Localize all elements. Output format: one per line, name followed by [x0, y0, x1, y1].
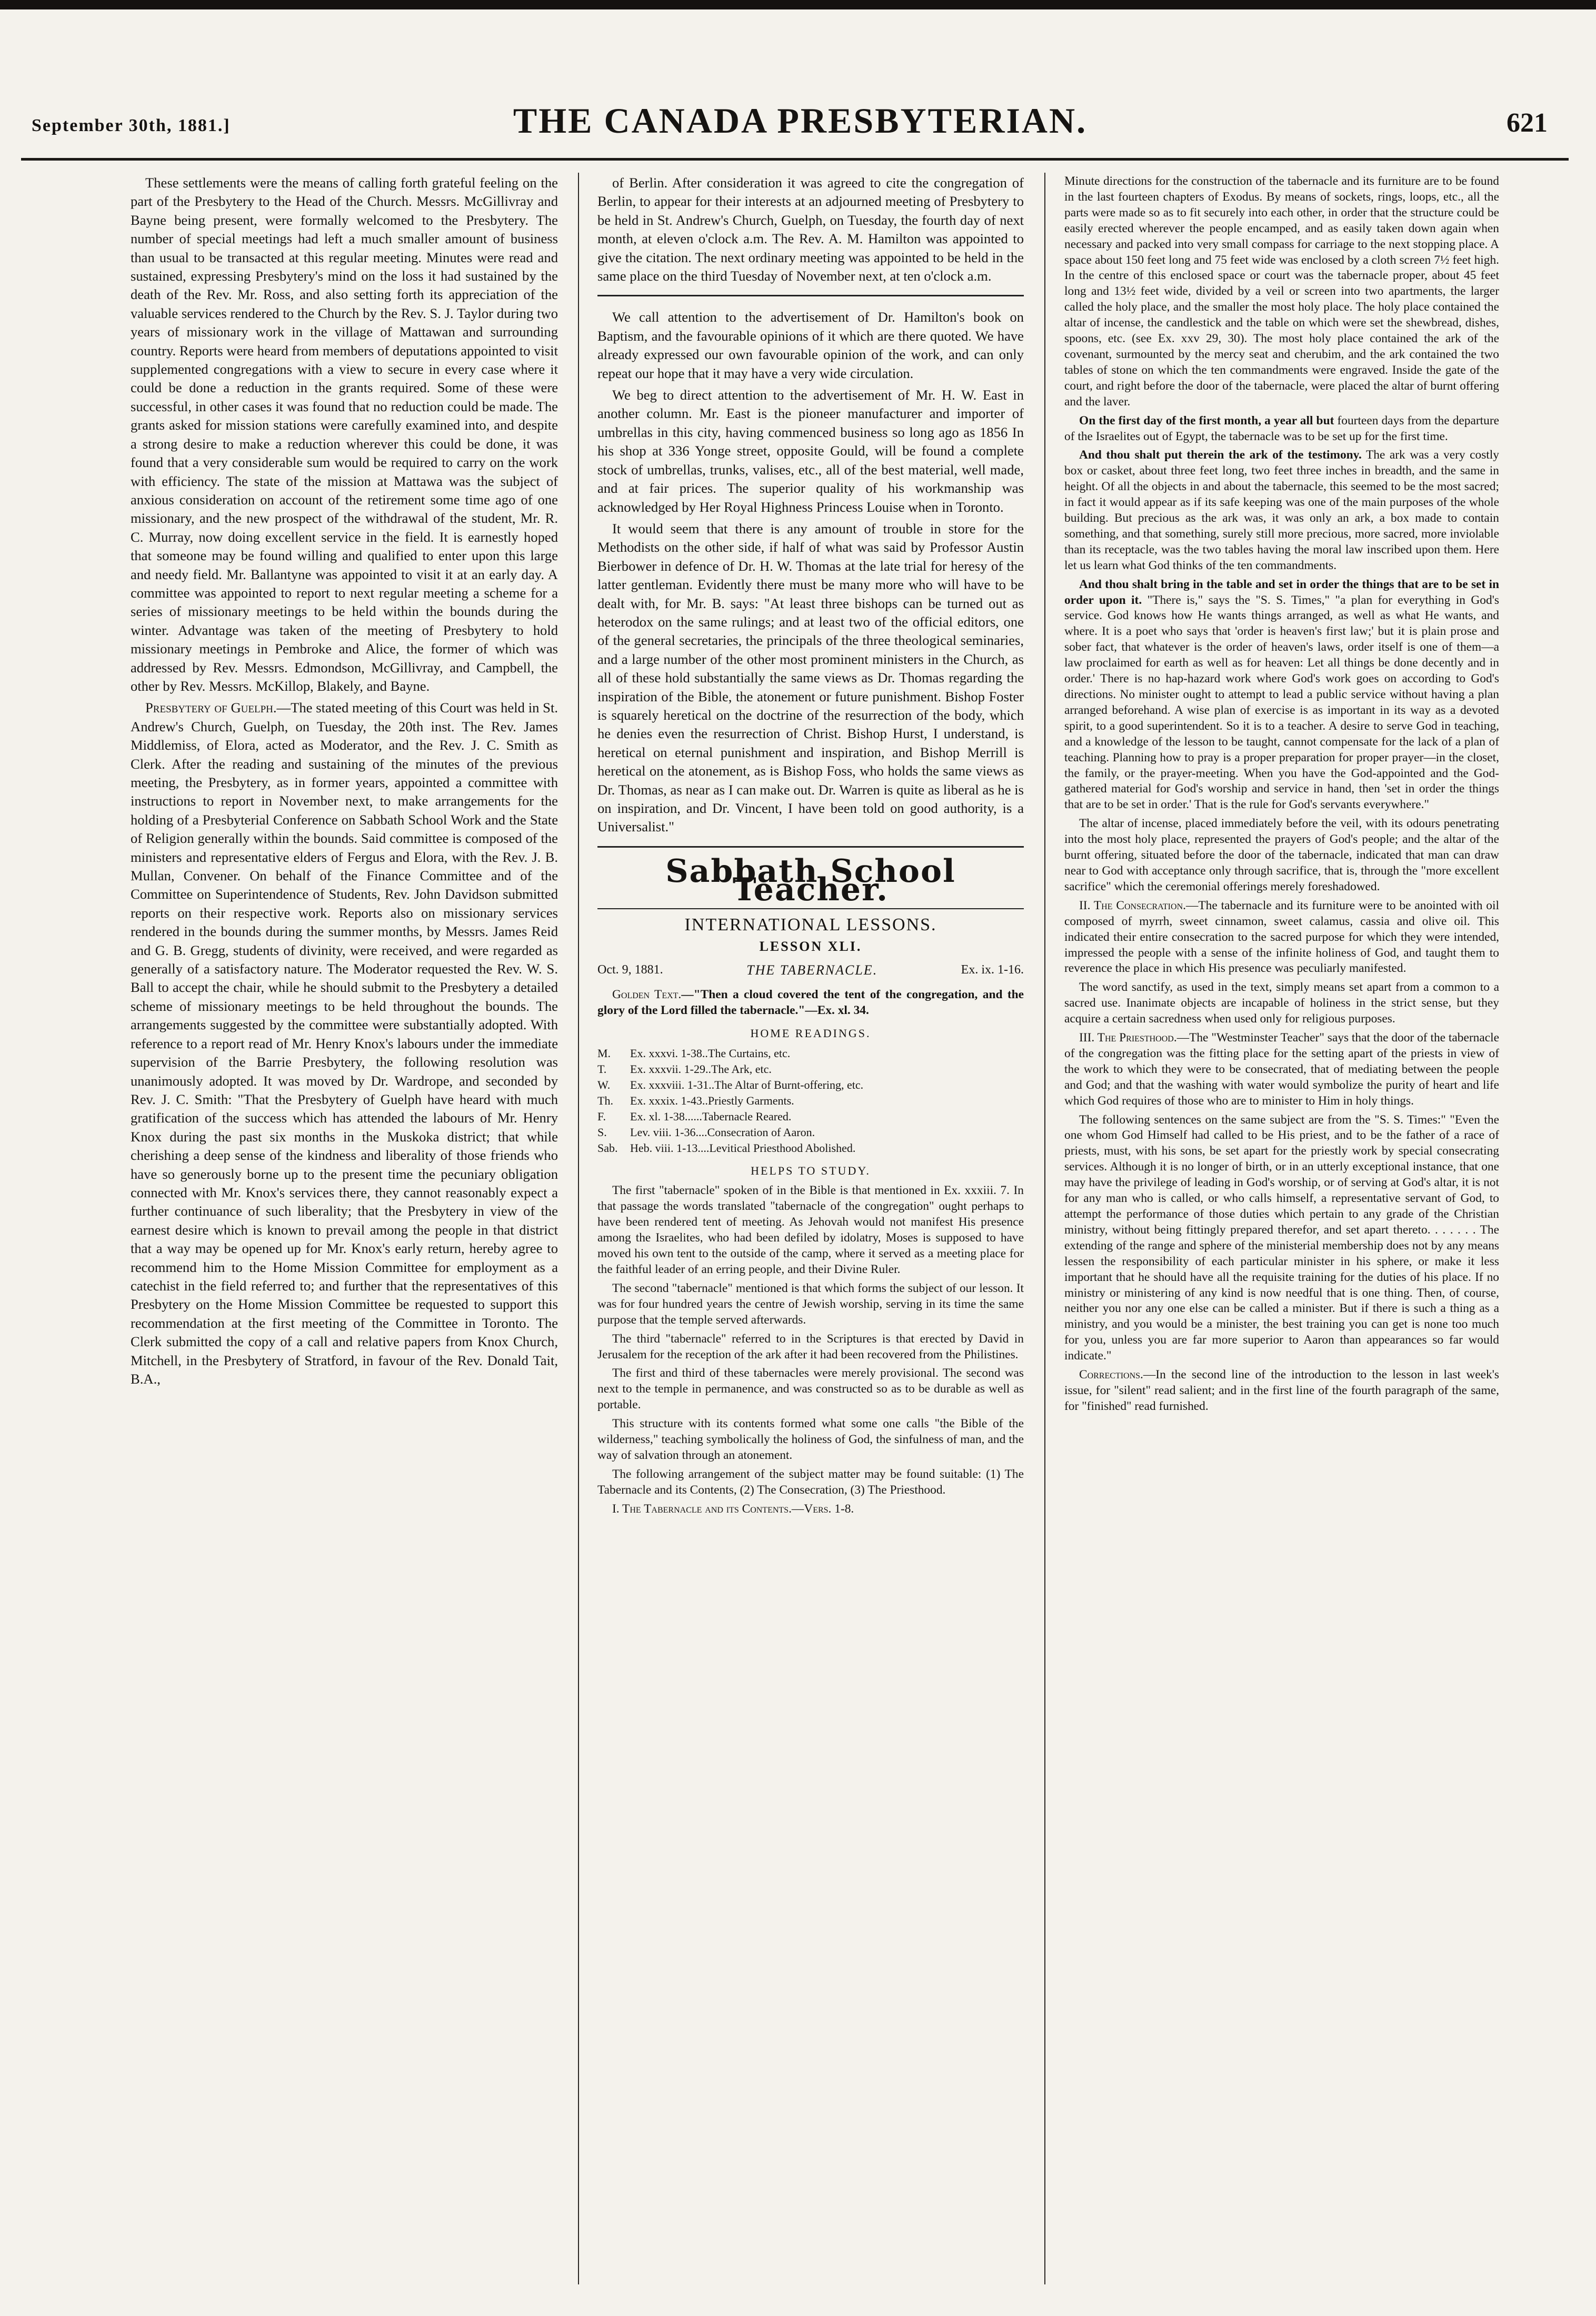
lesson-number: LESSON XLI. — [759, 939, 862, 955]
reading-day: T. — [597, 1062, 607, 1076]
section-rule — [597, 846, 1024, 848]
lesson-title: THE TABERNACLE. — [746, 962, 878, 978]
golden-text-body: —"Then a cloud covered the tent of the congregation, and the glory of the Lord filled the tabernacle."—Ex. xl. 34. — [597, 987, 1024, 1017]
section-lead: Corrections. — [1079, 1368, 1143, 1382]
verse-lead: And thou shalt put therein the ark of the testimony. — [1079, 448, 1362, 462]
reading-row — [597, 1125, 1024, 1140]
reading-row — [597, 1093, 1024, 1109]
column-divider-1 — [578, 173, 579, 2284]
paragraph-text: —The tabernacle and its furniture were to be anointed with oil composed of myrrh, sweet cinnamon, sweet calamus, cassia and olive oil. This indicated their entire consecration to the sacred purpose for which they were intended, impressed the people with a sense of the infinite holiness of God, and taught them to reverence the place in which His presence was peculiarly manifested. — [1064, 898, 1499, 976]
lesson-paragraph: The altar of incense, placed immediately before the veil, with its odours penetrating into the most holy place, represented the prayers of God's people; and the altar of the burnt offering, situated before the door of the tabernacle, indicated that man can draw near to God with acceptance only through sacrifice, that is, through the "more excellent sacrifice" which the ceremonial offerings merely foreshadowed. — [1064, 817, 1499, 893]
reading-text: Lev. viii. 1-36....Consecration of Aaron. — [630, 1126, 815, 1139]
golden-text-label: Golden Text. — [612, 987, 682, 1001]
top-border — [0, 0, 1596, 9]
paragraph-text: —The stated meeting of this Court was held in St. Andrew's Church, Guelph, on Tuesday, the 20th inst. The Rev. James Middlemiss, of Elora, acted as Moderator, and the Rev. J. C. Smith as Clerk. After the reading and sustaining of the minutes of the previous meeting, the Presbytery, as in former years, appointed a committee with instructions to report in November next, to make arrangements for the holding of a Presbyterial Conference on Sabbath School Work and the State of Religion generally within the bounds. Said committee is composed of the ministers and representative elders of Fergus and Elora, with the Rev. J. B. Mullan, Convener. On behalf of the Finance Committee and of the Committee on Superintendence of Students, Rev. John Davidson submitted reports on their respective work. Reports also on missionary services rendered in the bounds during the summer months, by Messrs. James Reid and G. B. Gregg, students of divinity, were received, and were regarded as generally of a satisfactory nature. The Moderator requested the Rev. W. S. Ball to accept the chair, while he should submit to the Presbytery a detailed scheme of missionary meetings to be held throughout the bounds. The arrangements suggested by the committee were substantially adopted. With reference to a report read of Mr. Henry Knox's labours under the immediate supervision of the Barrie Presbytery, the following resolution was unanimously adopted. It was moved by Dr. Wardrope, and seconded by Rev. J. C. Smith: "That the Presbytery of Guelph have heard with much gratification of the success which has attended the labours of Mr. Henry Knox during the past six months in the Muskoka district; that while cherishing a deep sense of the kindness and liberality of those friends who have so generously borne up to the present time the pecuniary obligation connected with Mr. Knox's services there, they cannot reasonably expect a further continuance of such liberality; that the Presbytery in view of the earnest desire which is known to prevail among the people in that district that a way may be opened up for Mr. Knox's early return, hereby agree to recommend him to the Home Mission Committee for employment as a catechist in the field referred to; and further that the representatives of this Presbytery on the Home Mission Committee be requested to support this recommendation at the first meeting of the Committee in Toronto. The Clerk submitted the copy of a call and relative papers from Knox Church, Mitchell, in the Presbytery of Stratford, in favour of the Rev. Donald Tait, B.A., — [131, 700, 558, 1387]
editorial-paragraph: We beg to direct attention to the advertisement of Mr. H. W. East in another column. Mr. East is the pioneer manufacturer and importer of umbrellas in this city, having commenced business so long ago as 1856 In his shop at 336 Yonge street, opposite Gould, will be found a complete stock of umbrellas, trunks, valises, etc., all of the best material, well made, and at fair prices. The superior quality of his workmanship was acknowledged by Her Royal Highness Princess Louise when in Toronto. — [597, 387, 1024, 515]
sabbath-school-banner: Sabbath School Teacher. — [665, 852, 956, 909]
column-divider-2 — [1044, 173, 1045, 2284]
masthead-rule — [21, 158, 1569, 161]
lesson-date: Oct. 9, 1881. — [597, 963, 663, 977]
reading-row — [597, 1140, 1024, 1156]
subsection-heading: I. The Tabernacle and its Contents.—Vers. 1-8. — [612, 1502, 854, 1516]
column-2 — [597, 174, 1024, 2284]
help-paragraph: The second "tabernacle" mentioned is that which forms the subject of our lesson. It was for four hundred years the centre of Jewish worship, serving in its time the same purpose that the temple served afterwards. — [597, 1281, 1024, 1327]
section-lead: III. The Priesthood. — [1079, 1031, 1177, 1045]
reading-row — [597, 1109, 1024, 1125]
reading-text: Ex. xxxvii. 1-29..The Ark, etc. — [630, 1062, 772, 1076]
lesson-paragraph: The following sentences on the same subject are from the "S. S. Times:" "Even the one whom God Himself had called to be His priest, and to be the father of a race of priests, must, with his sons, be set apart for the priestly work by special consecrating services. Although it is no longer of birth, or in an utterly exceptional instance, that one may have the privilege of leading in God's worship, or of serving at God's altar, it is not for any man who is called, or who calls himself, a representative servant of God, to attempt the performance of those duties which pertain to any grade of the Christian ministry, without being fittingly prepared therefor, and set apart thereto. . . . . . . The extending of the range and sphere of the ministerial membership does not by any means lessen the responsibility of each particular minister in his sphere, or make it less important that he should have all the requisite training for the duties of his place. If no ministry or ministering of any kind is now needful that is one thing. Then, of course, neither you nor any one else can be called a minister. But if there is such a thing as a ministry, and you would be a minister, the best training you can get is none too much for you, unless you are far more superior to Aaron than appearances so far would indicate." — [1064, 1112, 1499, 1363]
verse-lead: And thou shalt bring in the table and set in order the things that are to be set in order upon it. — [1064, 577, 1499, 607]
reading-row — [597, 1077, 1024, 1093]
column-1 — [131, 174, 558, 2284]
paragraph-text: —The "Westminster Teacher" says that the door of the tabernacle of the congregation was the fitting place for the setting apart of the priests in view of the work to which they were to be consecrated, that of mediating between the people and God; and that the washing with water would symbolize the purity of heart and life which God requires of those who are to minister to Him in holy things. — [1064, 1031, 1499, 1108]
article-paragraph: of Berlin. After consideration it was agreed to cite the congregation of Berlin, to appear for their interests at an adjourned meeting of Presbytery to be held in St. Andrew's Church, Guelph, on Tuesday, the fourth day of next month, at eleven o'clock a.m. The Rev. A. M. Hamilton was appointed to give the citation. The next ordinary meeting was appointed to be held in the same place on the third Tuesday of November next, at ten o'clock a.m. — [597, 175, 1024, 284]
section-lead: II. The Consecration. — [1079, 898, 1186, 912]
lesson-reference: Ex. ix. 1-16. — [961, 963, 1024, 977]
reading-row — [597, 1046, 1024, 1061]
paragraph-text: "There is," says the "S. S. Times," "a plan for everything in God's service. God knows how He wants things arranged, as well as what He wants, and where. It is a poet who says that 'order is heaven's first law;' but it is plain prose and sober fact, that whatever is the order of heaven's laws, order itself is one of them—a law proclaimed for earth as well as for heaven: Let all things be done decently and in order.' There is no hap-hazard work where God's work goes on according to God's directions. No minister ought to attempt to lead a public service without having a plan arranged beforehand. A wise plan of exercise is as important in its way as a devoted spirit, to a good superintendent. So it is to a teacher. A desire to serve God in teaching, and a knowledge of the lesson to be taught, cannot compensate for the lack of a plan of teaching. Planning how to pray is a proper preparation for proper prayer—in the closet, the family, or the prayer-meeting. When you have the God-appointed and the God-gathered material for God's worship and service in hand, then 'set in order the things that are to be set in order.' That is the rule for God's servants everywhere." — [1064, 593, 1499, 812]
paragraph-text: fourteen days from the departure of the Israelites out of Egypt, the tabernacle was to be set up for the first time. — [1064, 413, 1499, 443]
help-paragraph: The first and third of these tabernacles were merely provisional. The second was next to the temple in permanence, and was constructed so as to be durable as well as portable. — [597, 1366, 1024, 1412]
reading-text: Ex. xxxvi. 1-38..The Curtains, etc. — [630, 1047, 791, 1060]
paragraph-text: The ark was a very costly box or casket, about three feet long, two feet three inches in breadth, and the same in height. Of all the objects in and about the tabernacle, this seemed to be the most sacred; in fact it would appear as if its safe keeping was one of the main purposes of the whole building. But precious as the ark was, it was only an ark, a box made to contain something, and that something, surely still more precious, more sacred, more inviolable than its receptacle, was the two tables having the moral law inscribed upon them. Here let us learn what God thinks of the ten commandments. — [1064, 448, 1499, 572]
lesson-paragraph — [1064, 448, 1499, 573]
lesson-paragraph — [1064, 577, 1499, 813]
article-paragraph: These settlements were the means of calling forth grateful feeling on the part of the Presbytery to the Head of the Church. Messrs. McGillivray and Bayne being present, were formally welcomed to the Presbytery. The number of special meetings had left a much smaller amount of business than usual to be transacted at this regular meeting. Minutes were read and sustained, expressing Presbytery's mind on the loss it had sustained by the death of the Rev. Mr. Ross, and also setting forth its appreciation of the valuable services rendered to the Church by the Rev. S. J. Taylor during two years of missionary work in the village of Mattawan and surrounding country. Reports were heard from members of deputations appointed to visit supplemented congregations with a view to secure in every case where it could be done a reduction in the grants required. Some of these were successful, in other cases it was found that no reduction could be made. The grants asked for mission stations were carefully examined into, and despite a strong desire to make a reduction wherever this could be done, it was found that a very considerable sum would be required to carry on the work with efficiency. The state of the mission at Mattawa was the subject of anxious consideration on account of the retirement some time ago of one missionary, and the new prospect of the withdrawal of the student, Mr. R. C. Murray, now doing excellent service in the field. It is earnestly hoped that someone may be found willing and qualified to enter upon this large and needy field. Mr. Ballantyne was appointed to visit it at an early day. A committee was appointed to report to next regular meeting a scheme for a series of missionary meetings to be held within the bounds during the winter. Advantage was taken of the meeting of Presbytery to hold missionary meetings in Pembroke and Alice, the former of which was addressed by Rev. Messrs. Edmondson, McGillivray, and Campbell, the other by Rev. Messrs. McKillop, Blakely, and Bayne. — [131, 175, 558, 694]
page-number: 621 — [1507, 108, 1548, 138]
help-paragraph: The first "tabernacle" spoken of in the Bible is that mentioned in Ex. xxxiii. 7. In that passage the words translated "tabernacle of the congregation" ought perhaps to have been rendered tent of meeting. As Jehovah would not manifest His presence among the Israelites, who had been defiled by idolatry, Moses is supposed to have moved his own tent to the outside of the camp, where it served as a meeting place for the faithful leader of an erring people, and their Divine Ruler. — [597, 1184, 1024, 1276]
help-paragraph: This structure with its contents formed what some one calls "the Bible of the wilderness," teaching symbolically the holiness of God, the sinfulness of man, and the way of salvation through an atonement. — [597, 1417, 1024, 1462]
newspaper-title: THE CANADA PRESBYTERIAN. — [513, 101, 1088, 141]
reading-day: S. — [597, 1126, 607, 1139]
section-lead: Presbytery of Guelph. — [145, 700, 277, 716]
lesson-paragraph — [1064, 1030, 1499, 1109]
reading-day: W. — [597, 1078, 611, 1092]
home-readings-heading: HOME READINGS. — [750, 1026, 871, 1040]
corrections-paragraph — [1064, 1367, 1499, 1415]
help-paragraph: The following arrangement of the subject matter may be found suitable: (1) The Tabernacle and its Contents, (2) The Consecration, (3) The Priesthood. — [597, 1467, 1024, 1497]
section-rule — [597, 295, 1024, 296]
home-readings-list — [597, 1046, 1024, 1156]
reading-day: M. — [597, 1047, 611, 1060]
lesson-paragraph: The word sanctify, as used in the text, simply means set apart from a common to a sacred use. Inanimate objects are incapable of holiness in the strict sense, but they acquire a certain sacredness when used only for religious purposes. — [1064, 980, 1499, 1026]
masthead — [32, 100, 1569, 147]
reading-text: Ex. xxxviii. 1-31..The Altar of Burnt-offering, etc. — [630, 1078, 864, 1092]
reading-row — [597, 1061, 1024, 1077]
lesson-paragraph — [1064, 413, 1499, 445]
verse-lead: On the first day of the first month, a year all but — [1079, 413, 1334, 428]
help-paragraph: The third "tabernacle" referred to in the Scriptures is that erected by David in Jerusalem for the reception of the ark after it had been recovered from the Philistines. — [597, 1331, 1024, 1361]
helps-heading: HELPS TO STUDY. — [751, 1164, 871, 1178]
lesson-title-row — [597, 961, 1024, 979]
editorial-paragraph: We call attention to the advertisement of Dr. Hamilton's book on Baptism, and the favourable opinions of it which are there quoted. We have already expressed our own favourable opinion of the work, and can only repeat our hope that it may have a very wide circulation. — [597, 309, 1024, 381]
golden-text — [597, 987, 1024, 1019]
lesson-paragraph: Minute directions for the construction of the tabernacle and its furniture are to be found in the last fourteen chapters of Exodus. By means of sockets, rings, loops, etc., all the parts were made so as to fit securely into each other, in order that the structure could be easily erected wherever the people encamped, and as easily taken down again when necessary and packed into very small compass for carriage to the next stopping place. A space about 150 feet long and 75 feet wide was enclosed by a cloth screen 7½ feet high. In the centre of this enclosed space or court was the tabernacle proper, about 45 feet long and 13½ feet wide, divided by a veil or screen into two apartments, the larger called the holy place, and the smaller the most holy place. The holy place contained the altar of incense, the candlestick and the table on which were set the shewbread, dishes, spoons, etc. (see Ex. xxv 29, 30). The most holy place contained the ark of the covenant, surmounted by the mercy seat and cherubim, and the ark contained the two tables of stone on which the ten commandments were engraved. Inside the gate of the court, and right before the door of the tabernacle, were placed the altar of burnt offering and the laver. — [1064, 174, 1499, 409]
lesson-paragraph — [1064, 898, 1499, 977]
reading-day: Th. — [597, 1094, 613, 1108]
reading-text: Ex. xxxix. 1-43..Priestly Garments. — [630, 1094, 794, 1108]
article-paragraph — [131, 699, 558, 1388]
column-3 — [1064, 174, 1499, 2284]
reading-text: Ex. xl. 1-38......Tabernacle Reared. — [630, 1110, 792, 1124]
issue-date: September 30th, 1881.] — [32, 116, 231, 135]
paragraph-text: —In the second line of the introduction to the lesson in last week's issue, for "silent" read salient; and in the first line of the fourth paragraph of the same, for "finished" read furnished. — [1064, 1368, 1499, 1413]
editorial-paragraph: It would seem that there is any amount of trouble in store for the Methodists on the other side, if half of what was said by Professor Austin Bierbower in defence of Dr. H. W. Thomas at the late trial for heresy of the latter gentleman. Evidently there must be many more who will have to be dealt with, for Mr. B. says: "At least three bishops can be turned out as heterodox on the same rulings; and at least two of the official editors, one of the general secretaries, the principals of the three theological seminaries, and a large number of the other most prominent ministers in the Church, as all of these hold substantially the same views as Dr. Thomas regarding the inspiration of the Bible, the atonement or future punishment. Bishop Foster is squarely heretical on the doctrine of the resurrection of the body, which he denies even the resurrection of Christ. Bishop Hurst, I understand, is heretical on eternal punishment and inspiration, and Bishop Merrill is heretical on the atonement, as is Bishop Foss, who holds the same views as Dr. Thomas, as near as I can make out. Dr. Warren is quite as liberal as he is on inspiration, and Dr. Vincent, I have been told on good authority, is a Universalist." — [597, 520, 1024, 835]
lessons-heading: INTERNATIONAL LESSONS. — [684, 915, 937, 935]
reading-day: Sab. — [597, 1141, 618, 1155]
reading-day: F. — [597, 1110, 606, 1124]
reading-text: Heb. viii. 1-13....Levitical Priesthood Abolished. — [630, 1141, 856, 1155]
